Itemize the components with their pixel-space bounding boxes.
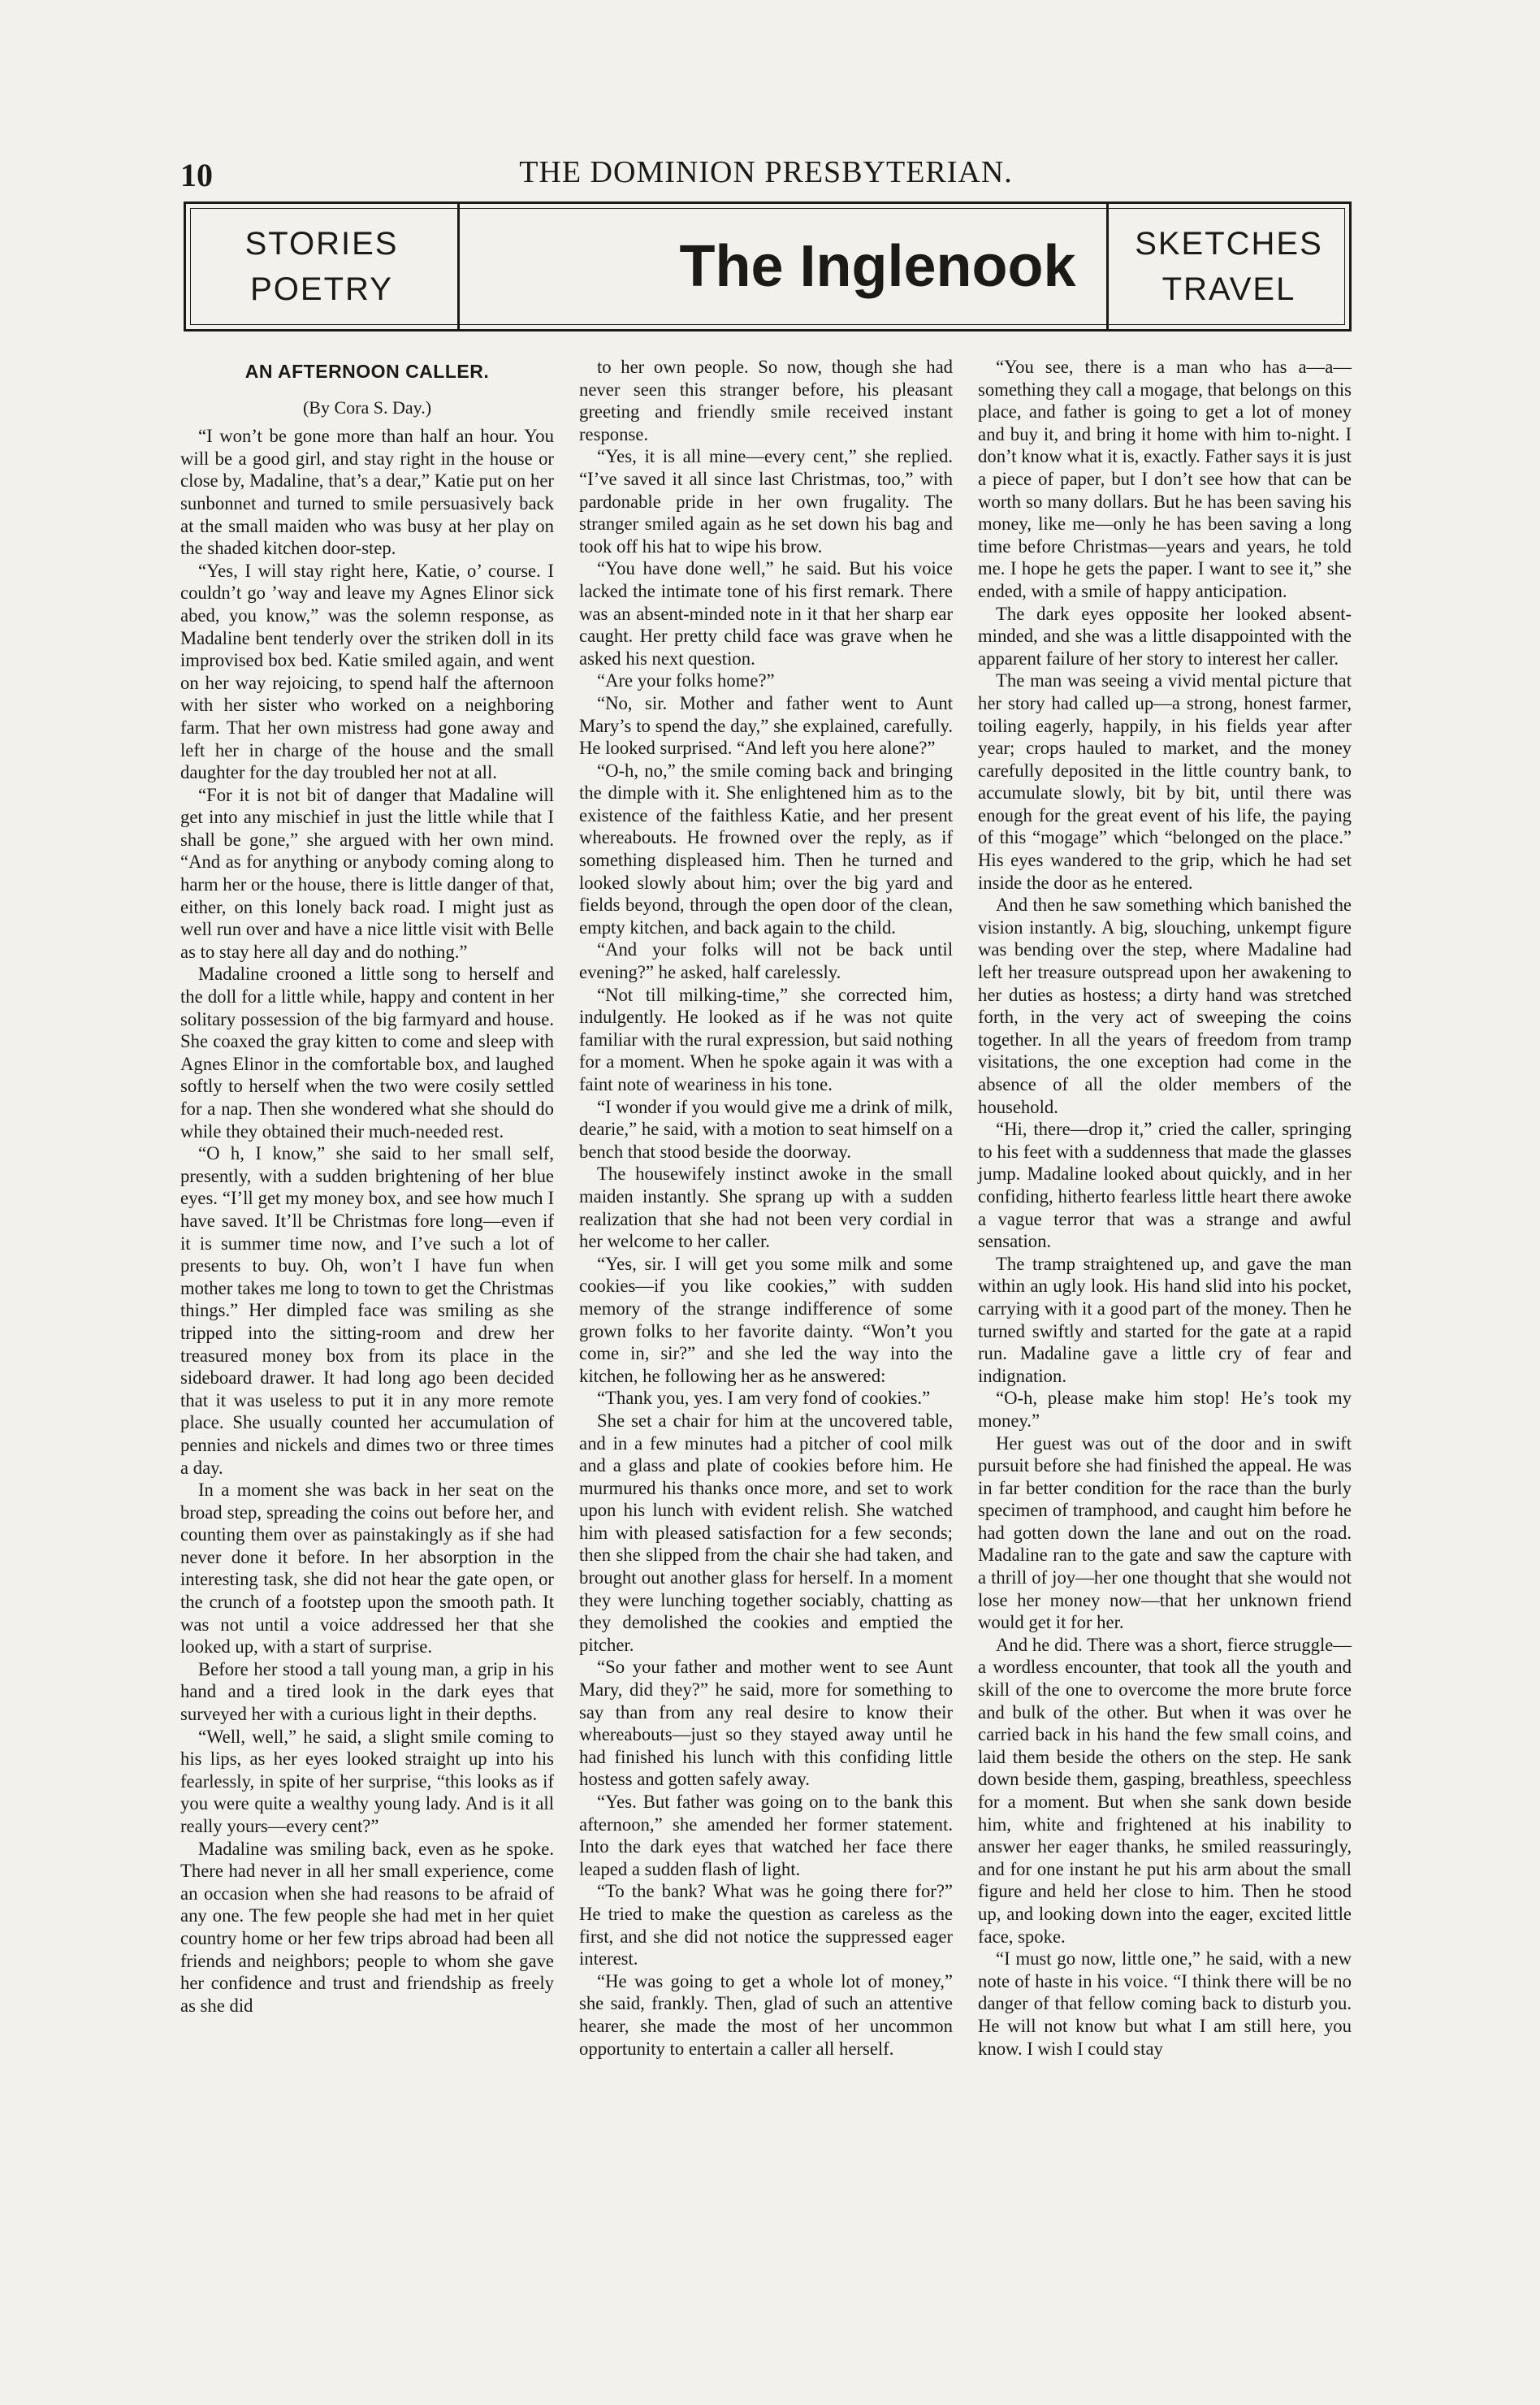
banner-stories-label: STORIES [244, 226, 399, 262]
paragraph: “Yes, sir. I will get you some milk and some cookies—if you like cookies,” with sudden memory of the strange indifference of some grown folks to her favorite dainty. “Won’t you come in, sir?” and she led the way into the kitchen, he following her as he answered: [579, 1253, 953, 1386]
page-number: 10 [180, 157, 213, 193]
paragraph: And then he saw something which banished the vision instantly. A big, slouching, unkempt figure was bending over the step, where Madaline had left her treasure outspread upon her awakening to her duties as hostess; a dirty hand was stretched forth, in the very act of sweeping the coins together. In all the years of freedom from tramp visitations, the one exception had come in the absence of all the older members of the household. [978, 895, 1352, 1117]
paragraph: “He was going to get a whole lot of money,” she said, frankly. Then, glad of such an attentive hearer, she made the most of her uncommon opportunity to entertain a caller all herself. [579, 1970, 953, 2059]
section-title: The Inglenook [679, 234, 1076, 299]
paragraph: “Thank you, yes. I am very fond of cookies.” [597, 1388, 931, 1409]
paragraph: to her own people. So now, though she had never seen this stranger before, his pleasant greeting and friendly smile received instant response. [579, 357, 953, 444]
article-columns [180, 356, 1352, 2322]
paragraph: “Not till milking-time,” she corrected him, indulgently. He looked as if he was not quite familiar with the rural expression, but said nothing for a moment. When he spoke again it was with a faint note of weariness in his tone. [579, 984, 953, 1094]
paragraph: “I won’t be gone more than half an hour. You will be a good girl, and stay right in the house or close by, Madaline, that’s a dear,” Katie put on her sunbonnet and turned to smile persuasively back at the small maiden who was busy at her play on the shaded kitchen door-step. [180, 426, 554, 559]
paragraph: The tramp straightened up, and gave the man within an ugly look. His hand slid into his pocket, carrying with it a good part of the money. Then he turned swiftly and started for the gate at a rapid run. Madaline gave a little cry of fear and indignation. [978, 1253, 1352, 1386]
paragraph: “For it is not bit of danger that Madaline will get into any mischief in just the little while that I shall be gone,” she argued with her own mind. “And as for anything or anybody coming along to harm her or the house, there is little danger of that, either, on this lonely back road. I might just as well run over and have a nice little visit with Belle as to stay here all day and do nothing.” [180, 784, 554, 962]
paragraph: The man was seeing a vivid mental picture that her story had called up—a strong, honest farmer, toiling eagerly, happily, in his fields year after year; crops hauled to market, and the money carefully deposited in the little country bank, to accumulate slowly, bit by bit, until there was enough for the great event of his life, the paying of this “mogage” which “belonged on the place.” His eyes wandered to the grip, which he had set inside the door as he entered. [978, 670, 1352, 893]
banner-sketches-label: SKETCHES [1135, 226, 1323, 262]
section-banner [184, 202, 1352, 332]
paragraph: And he did. There was a short, fierce struggle—a wordless encounter, that took all the youth and skill of the one to overcome the more brute force and bulk of the other. But when it was over he carried back in his hand the few small coins, and laid them beside the others on the step. He sank down beside them, gasping, breathless, speechless for a moment. But when she sank down beside him, white and frightened at his inability to answer her eager thanks, he smiled reassuringly, and for one instant he put his arm about the small figure and held her close to him. Then he stood up, and looking down into the eager, excited little face, spoke. [978, 1634, 1352, 1947]
banner-right-box [1106, 204, 1349, 329]
paragraph: The housewifely instinct awoke in the small maiden instantly. She sprang up with a sudden realization that she had not been very cordial in her welcome to her caller. [579, 1164, 953, 1252]
paragraph: Her guest was out of the door and in swift pursuit before she had finished the appeal. He was in far better condition for the race than the burly specimen of tramphood, and caught him before he had gotten down the lane and out on the road. Madaline ran to the gate and saw the capture with a thrill of joy—her one thought that she would not lose her money now—that her unknown friend would get it for her. [978, 1432, 1352, 1633]
journal-title: THE DOMINION PRESBYTERIAN. [519, 155, 1013, 189]
page-header [180, 151, 1352, 200]
column-1 [180, 356, 554, 2017]
paragraph: “Are your folks home?” [597, 670, 775, 691]
story-byline: (By Cora S. Day.) [302, 396, 432, 418]
paragraph: “So your father and mother went to see Aunt Mary, did they?” he said, more for something to say than from any real desire to know their whereabouts—just so they stayed away until he had finished his lunch with this confiding little hostess and gotten safely away. [579, 1657, 953, 1790]
paragraph: “Yes. But father was going on to the bank this afternoon,” she amended her former statement. Into the dark eyes that watched her face there leaped a sudden flash of light. [579, 1792, 953, 1879]
paragraph: “Yes, it is all mine—every cent,” she replied. “I’ve saved it all since last Christmas, too,” with pardonable pride in her own frugality. The stranger smiled again as he set down his bag and took off his hat to wipe his brow. [579, 446, 953, 557]
paragraph: “O-h, please make him stop! He’s took my money.” [978, 1388, 1352, 1431]
paragraph: “Hi, there—drop it,” cried the caller, springing to his feet with a suddenness that made the glasses jump. Madaline looked about quickly, and in her confiding, hitherto fearless little heart there awoke a vague terror that was a strange and awful sensation. [978, 1119, 1352, 1252]
paragraph: “Yes, I will stay right here, Katie, o’ course. I couldn’t go ’way and leave my Agnes Elinor sick abed, you know,” was the solemn response, as Madaline bent tenderly over the striken doll in its improvised box bed. Katie smiled again, and went on her way rejoicing, to spend half the afternoon with her sister who worked on a neighboring farm. That her own mistress had gone away and left her in charge of the house and the small daughter for the day troubled her not at all. [180, 560, 554, 783]
paragraph: She set a chair for him at the uncovered table, and in a few minutes had a pitcher of cool milk and a glass and plate of cookies before him. He murmured his thanks once more, and set to work upon his lunch with evident relish. She watched him with pleased satisfaction for a few seconds; then she slipped from the chair she had taken, and brought out another glass for herself. In a moment they were lunching together sociably, chatting as they demolished the cookies and emptied the pitcher. [579, 1410, 953, 1655]
banner-travel-label: TRAVEL [1161, 271, 1296, 307]
paragraph: Before her stood a tall young man, a grip in his hand and a tired look in the dark eyes that surveyed her with a curious light in their depths. [180, 1658, 554, 1725]
paragraph: In a moment she was back in her seat on the broad step, spreading the coins out before her, and counting them over as painstakingly as if she had never done it before. In her absorption in the interesting task, she did not hear the gate open, or the crunch of a footstep upon the smooth path. It was not until a voice addressed her that she looked up, with a start of surprise. [180, 1480, 554, 1658]
paragraph: “You see, there is a man who has a—a—something they call a mogage, that belongs on this place, and father is going to get a lot of money and buy it, and bring it home with him to-night. I don’t know what it is, exactly. Father says it is just a piece of paper, but I don’t see how that can be worth so many dollars. But he has been saving his money, like me—only he has been saving a long time before Christmas—years and years, he told me. I hope he gets the paper. I want to see it,” she ended, with a smile of happy anticipation. [978, 357, 1352, 601]
banner-poetry-label: POETRY [250, 271, 393, 307]
column-3 [978, 356, 1352, 2060]
story-title: AN AFTERNOON CALLER. [244, 361, 490, 382]
paragraph: Madaline crooned a little song to herself and the doll for a little while, happy and content in her solitary possession of the big farmyard and house. She coaxed the gray kitten to come and sleep with Agnes Elinor in the comfortable box, and laughed softly to herself when the two were cosily settled for a nap. Then she wondered what she should do while they obtained their much-needed rest. [180, 964, 554, 1142]
paragraph: Madaline was smiling back, even as he spoke. There had never in all her small experience, come an occasion when she had reasons to be afraid of any one. The few people she had met in her quiet country home or her few trips abroad had been all friends and neighbors; people to whom she gave her confidence and trust and friendship as freely as she did [180, 1838, 554, 2016]
banner-left-box [186, 204, 460, 329]
paragraph: “You have done well,” he said. But his voice lacked the intimate tone of his first remark. There was an absent-minded note in it that her sharp ear caught. Her pretty child face was grave when he asked his next question. [579, 558, 953, 669]
paragraph: The dark eyes opposite her looked absent-minded, and she was a little disappointed with the apparent failure of her story to interest her caller. [978, 603, 1352, 669]
paragraph: “No, sir. Mother and father went to Aunt Mary’s to spend the day,” she explained, carefully. He looked surprised. “And left you here alone?” [579, 692, 953, 759]
paragraph: “To the bank? What was he going there for?” He tried to make the question as careless as the first, and she did not notice the suppressed eager interest. [579, 1881, 953, 1970]
paragraph: “I must go now, little one,” he said, with a new note of haste in his voice. “I think there will be no danger of that fellow coming back to disturb you. He will not know but what I am still here, you know. I wish I could stay [978, 1948, 1352, 2059]
column-2 [579, 356, 953, 2060]
paragraph: “O h, I know,” she said to her small self, presently, with a sudden brightening of her blue eyes. “I’ll get my money box, and see how much I have saved. It’ll be Christmas fore long—even if it is summer time now, and I’ve such a lot of presents to buy. Oh, won’t I have fun when mother takes me long to town to get the Christmas things.” Her dimpled face was smiling as she tripped into the sitting-room and drew her treasured money box from its place in the sideboard drawer. It had long ago been decided that it was useless to put it in any more remote place. She usually counted her accumulation of pennies and nickels and dimes two or three times a day. [180, 1143, 554, 1478]
paragraph: “And your folks will not be back until evening?” he asked, half carelessly. [579, 939, 953, 983]
paragraph: “O-h, no,” the smile coming back and bringing the dimple with it. She enlightened him as to the existence of the faithless Katie, and her present whereabouts. He frowned over the reply, as if something displeased him. Then he turned and looked slowly about him; over the big yard and fields beyond, through the open door of the clean, empty kitchen, and back again to the child. [579, 760, 953, 938]
paragraph: “Well, well,” he said, a slight smile coming to his lips, as her eyes looked straight up into his fearlessly, in spite of her surprise, “this looks as if you were quite a wealthy young lady. And is it all really yours—every cent?” [180, 1726, 554, 1836]
paragraph: “I wonder if you would give me a drink of milk, dearie,” he said, with a motion to seat himself on a bench that stood beside the doorway. [579, 1096, 953, 1162]
